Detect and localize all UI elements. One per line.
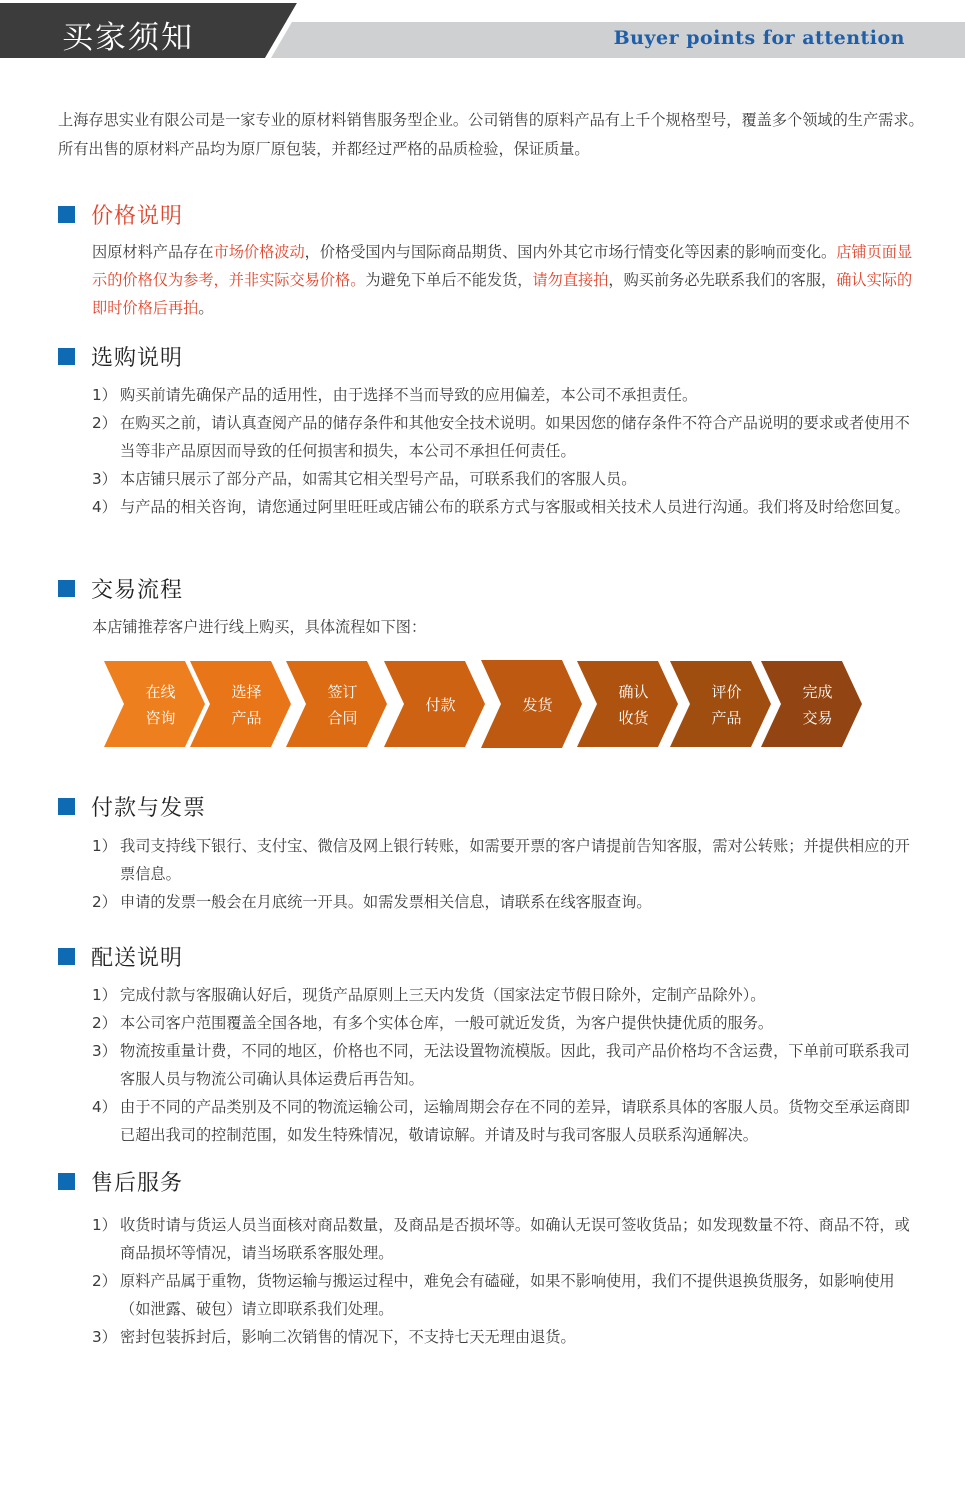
item-number: 3）: [92, 1042, 117, 1060]
item-text: 本公司客户范围覆盖全国各地，有多个实体仓库，一般可就近发货，为客户提供快捷优质的服务。: [120, 1014, 774, 1032]
item-number: 4）: [92, 498, 117, 516]
bullet-square-icon: [58, 948, 75, 965]
item-text: 收货时请与货运人员当面核对商品数量，及商品是否损坏等。如确认无误可签收货品；如发现数量不符、商品不符，或商品损坏等情况，请当场联系客服处理。: [120, 1216, 910, 1262]
list-item: [92, 1211, 924, 1267]
flow-step-label: 付款: [425, 696, 456, 714]
section-title: 选购说明: [91, 345, 184, 371]
section-title: 配送说明: [91, 945, 184, 971]
item-text: 完成付款与客服确认好后，现货产品原则上三天内发货（国家法定节假日除外，定制产品除外）。: [120, 986, 766, 1004]
flow-step-label: 发货: [522, 696, 553, 714]
item-number: 2）: [92, 1014, 117, 1032]
item-number: 2）: [92, 1272, 117, 1290]
list-item: [92, 888, 924, 916]
page-subtitle: Buyer points for attention: [613, 27, 905, 49]
flow-step-label: 合同: [327, 709, 358, 727]
text: 。: [198, 299, 214, 317]
item-text: 物流按重量计费，不同的地区，价格也不同，无法设置物流模版。因此，我司产品价格均不含运费，下单前可联系我司客服人员与物流公司确认具体运费后再告知。: [120, 1042, 910, 1088]
item-number: 1）: [92, 837, 117, 855]
flow-step-label: 选择: [231, 683, 262, 701]
list-item: [92, 1093, 924, 1149]
highlight-text: 店铺页面显示的价格仅为参考，并非实际交易价格。: [92, 243, 913, 289]
item-number: 1）: [92, 386, 117, 404]
bullet-square-icon: [58, 580, 75, 597]
highlight-text: 确认实际的即时价格后再拍: [92, 271, 913, 317]
flow-step-chevron: [190, 661, 291, 747]
aftersales-list: [92, 1211, 924, 1351]
item-text: 申请的发票一般会在月底统一开具。如需发票相关信息，请联系在线客服查询。: [120, 893, 652, 911]
list-item: [92, 1009, 924, 1037]
flow-step-label: 收货: [618, 709, 649, 727]
section-title: 价格说明: [91, 203, 184, 229]
item-number: 1）: [92, 986, 117, 1004]
flow-step-chevron: [286, 661, 387, 747]
item-text: 原料产品属于重物，货物运输与搬运过程中，难免会有磕碰，如果不影响使用，我们不提供退换货服务，如影响使用（如泄露、破包）请立即联系我们处理。: [120, 1272, 895, 1318]
flow-step-label: 产品: [711, 709, 742, 727]
list-item: [92, 832, 924, 888]
list-item: [92, 493, 924, 521]
trade-description: 本店铺推荐客户进行线上购买，具体流程如下图：: [92, 618, 427, 636]
section-title: 交易流程: [91, 577, 184, 603]
item-number: 2）: [92, 414, 117, 432]
text: ，购买前务必先联系我们的客服，: [608, 271, 837, 289]
item-number: 1）: [92, 1216, 117, 1234]
text: 为避免下单后不能发货，: [365, 271, 533, 289]
section-purchase: [58, 341, 183, 371]
section-aftersales: [58, 1166, 183, 1196]
flow-step-label: 完成: [802, 683, 833, 701]
intro-paragraph: 上海存思实业有限公司是一家专业的原材料销售服务型企业。公司销售的原料产品有上千个规格型号，覆盖多个领域的生产需求。所有出售的原材料产品均为原厂原包装，并都经过严格的品质检验，保证质量。: [58, 111, 924, 158]
delivery-list: [92, 981, 924, 1149]
list-item: [92, 1037, 924, 1093]
trade-flow-diagram: [104, 660, 874, 752]
item-number: 3）: [92, 1328, 117, 1346]
section-title: 付款与发票: [91, 795, 207, 821]
flow-step-chevron: [577, 661, 678, 747]
bullet-square-icon: [58, 206, 75, 223]
text: 因原材料产品存在: [92, 243, 214, 261]
item-text: 与产品的相关咨询，请您通过阿里旺旺或店铺公布的联系方式与客服或相关技术人员进行沟通。我们将及时给您回复。: [120, 498, 910, 516]
section-trade: [58, 573, 183, 603]
flow-step-label: 在线: [145, 683, 176, 701]
item-number: 3）: [92, 470, 117, 488]
flow-step-label: 签订: [327, 683, 358, 701]
section-price: [58, 199, 183, 229]
item-text: 购买前请先确保产品的适用性，由于选择不当而导致的应用偏差，本公司不承担责任。: [120, 386, 698, 404]
header-banner: [0, 0, 965, 60]
page-title: 买家须知: [62, 20, 194, 56]
flow-step-chevron: [761, 661, 862, 747]
purchase-list: [92, 381, 924, 521]
list-item: [92, 1267, 924, 1323]
item-text: 密封包装拆封后，影响二次销售的情况下，不支持七天无理由退货。: [120, 1328, 576, 1346]
flow-step-label: 交易: [802, 709, 833, 727]
item-text: 由于不同的产品类别及不同的物流运输公司，运输周期会存在不同的差异，请联系具体的客服人员。货物交至承运商即已超出我司的控制范围，如发生特殊情况，敬请谅解。并请及时与我司客服人员联系沟通解决。: [120, 1098, 910, 1144]
price-paragraph: [92, 238, 924, 322]
item-text: 本店铺只展示了部分产品，如需其它相关型号产品，可联系我们的客服人员。: [120, 470, 637, 488]
bullet-square-icon: [58, 798, 75, 815]
list-item: [92, 409, 924, 465]
list-item: [92, 465, 924, 493]
highlight-text: 请勿直接拍: [532, 271, 609, 289]
item-text: 在购买之前，请认真查阅产品的储存条件和其他安全技术说明。如果因您的储存条件不符合产品说明的要求或者使用不当等非产品原因而导致的任何损害和损失，本公司不承担任何责任。: [120, 414, 910, 460]
list-item: [92, 1323, 924, 1351]
text: ，价格受国内与国际商品期货、国内外其它市场行情变化等因素的影响而变化。: [304, 243, 837, 261]
flow-step-label: 评价: [711, 683, 742, 701]
item-text: 我司支持线下银行、支付宝、微信及网上银行转账，如需要开票的客户请提前告知客服，需对公转账；并提供相应的开票信息。: [120, 837, 910, 883]
item-number: 2）: [92, 893, 117, 911]
flow-step-label: 咨询: [145, 709, 176, 727]
section-delivery: [58, 941, 183, 971]
list-item: [92, 981, 924, 1009]
list-item: [92, 381, 924, 409]
highlight-text: 市场价格波动: [213, 243, 305, 261]
payment-list: [92, 832, 924, 916]
section-title: 售后服务: [91, 1170, 184, 1196]
item-number: 4）: [92, 1098, 117, 1116]
flow-step-chevron: [670, 661, 771, 747]
section-payment: [58, 791, 206, 821]
flow-step-chevron: [104, 661, 205, 747]
flow-step-label: 产品: [231, 709, 262, 727]
bullet-square-icon: [58, 348, 75, 365]
bullet-square-icon: [58, 1173, 75, 1190]
flow-step-label: 确认: [618, 683, 649, 701]
